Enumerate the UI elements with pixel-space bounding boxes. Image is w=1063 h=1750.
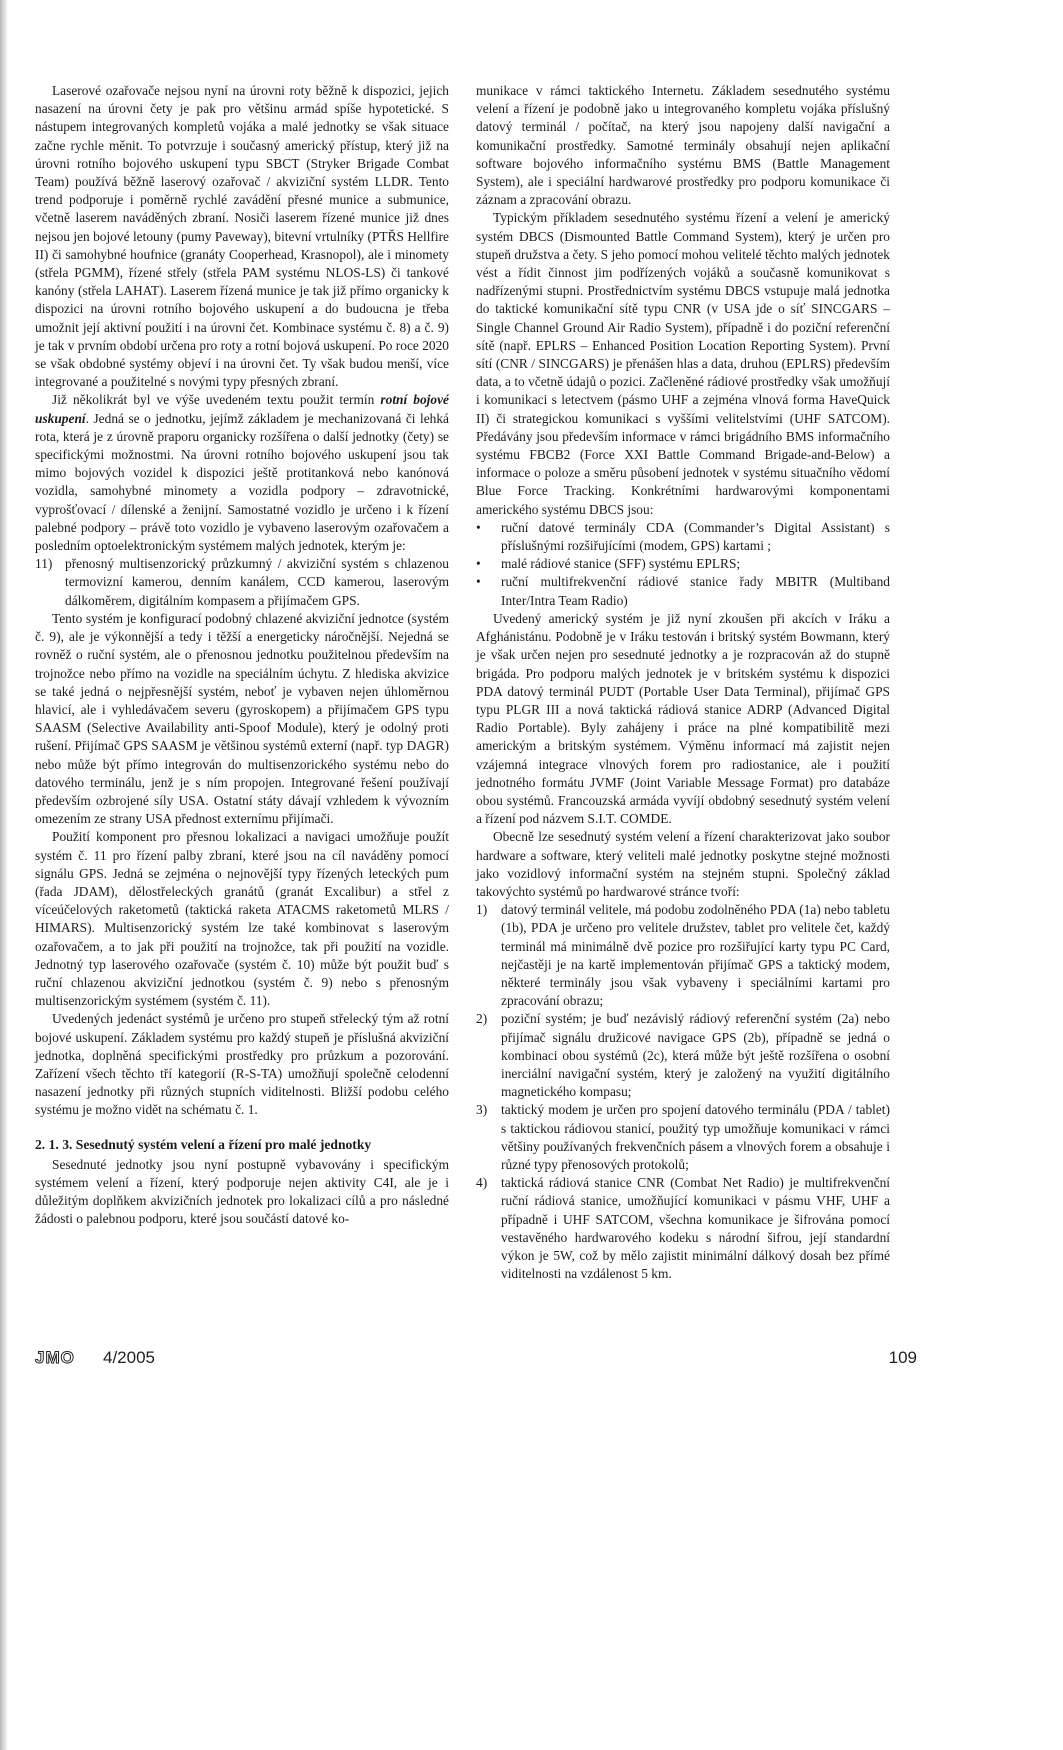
page-number: 109 <box>888 1348 917 1367</box>
bullet-icon: • <box>476 519 481 535</box>
list-marker: 11) <box>35 556 53 572</box>
list-marker: 1) <box>476 902 488 918</box>
list-item <box>476 901 890 1010</box>
term-emphasis: rotní bojové uskupení <box>35 392 449 426</box>
bullet-icon: • <box>476 574 481 590</box>
list-marker: 4) <box>476 1175 488 1191</box>
list-item-text: ruční datové terminály CDA (Commander’s Digital Assistant) s příslušnými rozšiřujícími (modem, GPS) kartami ; <box>501 519 890 554</box>
list-item <box>476 1174 890 1283</box>
list-item <box>476 519 890 555</box>
list-item <box>476 555 890 573</box>
issue-number: 4/2005 <box>103 1348 155 1367</box>
list-item-text: taktický modem je určen pro spojení datového terminálu (PDA / tablet) s taktickou rádiovou stanicí, použitý typ umožňuje komunikaci v rámci většiny používaných frekvenčních pásem a vlnových forem a obsahuje i různé typy přenosových protokolů; <box>501 1102 890 1172</box>
paragraph: Použití komponent pro přesnou lokalizaci a navigaci umožňuje použít systém č. 11 pro řízení palby zbraní, které jsou na cíl naváděny pomocí signálu GPS. Jedná se zejména o nejnovější typy řízených leteckých pum (řada JDAM), dělostřeleckých granátů (granát Excalibur) a střel z víceúčelových raketometů (taktická raketa ATACMS raketometů MLRS / HIMARS). Multisenzorický systém lze také kombinovat s laserovým ozařovačem, a to jak při použití na trojnožce, tak při použití na vozidle. Jednotný typ laserového ozařovače (systém č. 10) může být použit buď s ruční chlazenou akviziční jednotkou (systém č. 9) nebo s přenosným multisenzorickým systémem (systém č. 11). <box>35 829 449 1009</box>
paragraph: Uvedených jedenáct systémů je určeno pro stupeň střelecký tým až rotní bojové uskupení. Základem systému pro každý stupeň je příslušná akviziční jednotka, doplněná specifickými prostředky pro průzkum a pozorování. Zařízení všech těchto tří kategorií (R-S-TA) umožňují společně celodenní nasazení jednotky při různých stupních viditelnosti. Bližší podobu celého systému je možno vidět na schématu č. 1. <box>35 1011 449 1118</box>
list-item-text: poziční systém; je buď nezávislý rádiový referenční systém (2a) nebo přijímač signálu družicové navigace GPS (2b), případně se jedná o kombinaci obou systémů (2c), která může být ještě rozšířena o osobní inerciální navigační systém, který je založený na využití digitálního magnetického kompasu; <box>501 1011 890 1100</box>
list-item <box>476 1101 890 1174</box>
journal-logo: JMO <box>35 1348 75 1367</box>
numbered-list <box>35 555 449 610</box>
text-span: . Jedná se o jednotku, jejímž základem je mechanizovaná či lehká rota, která je z úrovně praporu organicky rozšířena o další jednotky (čety) se specifickými možnostmi. Na úrovni rotního bojového uskupení jsou tak mimo bojových vozidel k dispozici ještě protitanková nebo kanónová vozidla, samohybné minomety a vozidla podpory – zdravotnické, vyprošťovací / dílenské a ženijní. Samostatné vozidlo je určeno i k řízení palebné podpory – právě toto vozidlo je vybaveno laserovým ozařovačem a posledním optoelektronickým systémem malých jednotek, kterým je: <box>35 410 449 554</box>
numbered-list <box>476 901 890 1283</box>
list-marker: 2) <box>476 1011 488 1027</box>
list-item-text: malé rádiové stanice (SFF) systému EPLRS; <box>501 556 741 572</box>
list-item-text: datový terminál velitele, má podobu zodolněného PDA (1a) nebo tabletu (1b), PDA je určeno pro velitele družstev, tablet pro velitele čet, každý terminál má minimálně dvě pozice pro rozšiřující karty typu PC Card, nejčastěji je na kartě implementován přijímač GPS a taktický modem, některé terminály jsou však vybaveny i speciálními kartami pro zpracování obrazu; <box>501 902 890 1009</box>
paragraph: munikace v rámci taktického Internetu. Základem sesednutého systému velení a řízení je podobně jako u integrovaného kompletu vojáka příslušný datový terminál / počítač, na který jsou napojeny další navigační a komunikační prostředky. Samotné terminály obsahují nejen aplikační software bojového informačního systému BMS (Battle Management System), ale i speciální hardwarové prostředky pro podporu komunikace či záznam a zpracování obrazu. <box>476 83 890 208</box>
list-item <box>35 555 449 610</box>
list-item-text: přenosný multisenzorický průzkumný / akviziční systém s chlazenou termovizní kamerou, denním kanálem, CCD kamerou, laserovým dálkoměrem, digitálním kompasem a přijímačem GPS. <box>65 556 449 608</box>
paragraph <box>35 391 449 555</box>
list-item-text: ruční multifrekvenční rádiové stanice řady MBITR (Multiband Inter/Intra Team Radio) <box>501 574 890 608</box>
paragraph: Uvedený americký systém je již nyní zkoušen při akcích v Iráku a Afghánistánu. Podobně je v Iráku testován i britský systém Bowmann, který je však určen nejen pro sesednuté jednotky a je rozpracován až do stupně brigáda. Pro podporu malých jednotek je v britském systému k dispozici PDA datový terminál PUDT (Portable User Data Terminal), přijímač GPS typu PLGR III a nová taktická rádiová stanice ADRP (Advanced Digital Radio Portable). Byly zahájeny i práce na plné kompatibilitě mezi americkým a britským systémem. Výměnu informací má zajistit nejen vzájemná integrace vlnových forem pro radiostanice, ale i použití jednotného formátu JVMF (Joint Variable Message Format) pro databáze obou systémů. Francouzská armáda vyvíjí obdobný sesednutý systém velení a řízení pod názvem S.I.T. COMDE. <box>476 610 890 827</box>
page-footer <box>35 1348 917 1372</box>
list-item-text: taktická rádiová stanice CNR (Combat Net Radio) je multifrekvenční ruční rádiová stanice, umožňující komunikaci v pásmu VHF, UHF a případně i UHF SATCOM, všechna komunikace je šifrována pomocí vestavěného hardwarového kodeku s národní šifrou, její standardní výkon je 5W, což by mělo zajistit minimální dálkový dosah bez přímé viditelnosti na vzdálenost 5 km. <box>501 1175 890 1282</box>
right-column <box>476 82 890 1283</box>
section-heading: 2. 1. 3. Sesednutý systém velení a řízení pro malé jednotky <box>35 1136 372 1152</box>
text-span: Již několikrát byl ve výše uvedeném textu použit termín <box>52 392 381 408</box>
bullet-list <box>476 519 890 610</box>
paragraph: Sesednuté jednotky jsou nyní postupně vybavovány i specifickým systémem velení a řízení, který podporuje nejen aktivity C4I, ale je i důležitým doplňkem akvizičních jednotek pro lokalizaci cílů a pro následné žádosti o palebnou podporu, které jsou součástí datové ko- <box>35 1156 449 1227</box>
paragraph: Laserové ozařovače nejsou nyní na úrovni roty běžně k dispozici, jejich nasazení na úrovni čety je pak pro většinu armád spíše hypotetické. S nástupem integrovaných kompletů vojáka a malé jednotky se však situace začne rychle měnit. To potvrzuje i současný americký přístup, který již na úrovni rotního bojového uskupení typu SBCT (Stryker Brigade Combat Team) používá běžně laserový ozařovač / akviziční systém LLDR. Tento trend podporuje i poměrně rychlé zavádění přesné munice a submunice, včetně laserem naváděných zbraní. Nosiči laserem řízené munice již dnes nejsou jen bojové letouny (pumy Paveway), bitevní vrtulníky (PTŘS Hellfire II) či samohybné houfnice (granáty Cooperhead, Krasnopol), ale i minomety (střela PGMM), řízené střely (střela PAM systému NLOS-LS) či tankové kanóny (střela LAHAT). Laserem řízená munice je tak již přímo organicky k dispozici na úrovni rotního bojového uskupení a do budoucna je třeba umožnit její aktivní použití i na úrovni čet. Kombinace systému č. 8) a č. 9) je tak v prvním období určena pro roty a rotní bojová uskupení. Po roce 2020 se však obdobné systémy objeví i na úrovni čet. Ty však budou menší, více integrované a použitelné s novými typy přesných zbraní. <box>35 83 449 390</box>
paragraph: Typickým příkladem sesednutého systému řízení a velení je americký systém DBCS (Dismounted Battle Command System), který je určen pro stupeň družstva a čety. S jeho pomocí mohou velitelé těchto malých jednotek vést a řídit činnost jim podřízených vojáků a současně komunikovat s nadřízenými stupni. Prostřednictvím systému DBCS vstupuje malá jednotka do taktické komunikační sítě typu CNR (v USA jde o síť SINCGARS – Single Channel Ground Air Radio System), případně i do poziční referenční sítě (např. EPLRS – Enhanced Position Location Reporting System). První sítí (CNR / SINCGARS) je přenášen hlas a data, druhou (EPLRS) především data, a to včetně údajů o pozici. Začleněné rádiové prostředky však umožňují i komunikaci s letectvem (pásmo UHF a zejména vlnová forma HaveQuick II) či strategickou komunikaci s vyššími velitelstvími (UHF SATCOM). Předávány jsou především informace v rámci brigádního BMS informačního systému FBCB2 (Force XXI Battle Command Brigade-and-Below) a informace o poloze a směru působení jednotek v systému situačního vědomí Blue Force Tracking. Konkrétními hardwarovými komponentami amerického systému DBCS jsou: <box>476 210 890 517</box>
page-edge-shadow <box>0 0 8 1750</box>
list-marker: 3) <box>476 1102 488 1118</box>
list-item <box>476 1010 890 1101</box>
paragraph: Obecně lze sesednutý systém velení a řízení charakterizovat jako soubor hardware a software, který veliteli malé jednotky poskytne stejné možnosti jako vozidlový informační systém na stejném stupni. Společný základ takovýchto systémů po hardwarové stránce tvoří: <box>476 829 890 899</box>
bullet-icon: • <box>476 556 481 572</box>
list-item <box>476 573 890 609</box>
left-column <box>35 82 449 1228</box>
paragraph: Tento systém je konfigurací podobný chlazené akviziční jednotce (systém č. 9), ale je výkonnější a tedy i těžší a energeticky náročnější. Nejedná se rovněž o ruční systém, ale o přenosnou jednotku použitelnou především na trojnožce nebo přímo na vozidle na speciálním úchytu. Z hlediska akvizice se také jedná o nejpřesnější systém, neboť je vybaven nejen úhloměrnou hlavicí, ale i vyhledávačem severu (gyroskopem) a přijímačem GPS typu SAASM (Selective Availability anti-Spoof Module), který je odolný proti rušení. Přijímač GPS SAASM je většinou systémů externí (např. typ DAGR) nebo může být přímo integrován do multisenzorického systému nebo do datového terminálu, jenž je s ním propojen. Integrované řešení používají především ozbrojené síly USA. Ostatní státy dávají vzhledem k vývozním omezením ze strany USA přednost externímu přijímači. <box>35 610 449 827</box>
